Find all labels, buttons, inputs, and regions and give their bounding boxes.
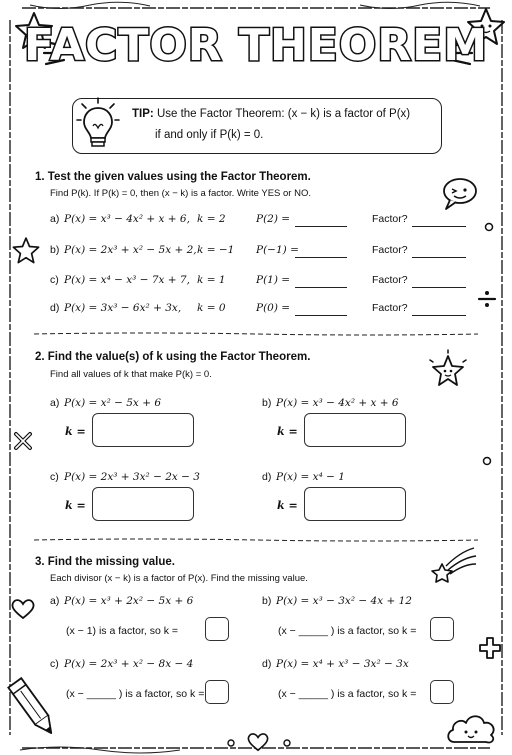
polynomial: P(x) = x⁴ − x³ − 7x + 7,	[64, 274, 190, 286]
k-value: k = 2	[197, 213, 226, 225]
k-value: k = −1	[197, 244, 235, 256]
page-title: FACTOR THEOREM	[24, 20, 488, 71]
circle-doodle	[484, 222, 494, 232]
section-1-subtitle: Find P(k). If P(k) = 0, then (x − k) is a factor. Write YES or NO.	[50, 188, 311, 199]
heart-icon	[246, 732, 270, 752]
answer-box[interactable]	[205, 617, 229, 641]
item-letter: a)	[50, 595, 60, 607]
polynomial: P(x) = x³ − 3x² − 4x + 12	[276, 595, 412, 607]
item-letter: a)	[50, 397, 60, 409]
factor-answer-line[interactable]	[412, 304, 466, 316]
evaluation-answer-line[interactable]	[295, 304, 347, 316]
evaluation-label: P(0) =	[256, 302, 291, 314]
k-label: k =	[65, 425, 86, 438]
item-letter: c)	[50, 471, 59, 483]
factor-prompt: (x − _____ ) is a factor, so k =	[278, 688, 417, 700]
polynomial: P(x) = x³ − 4x² + x + 6,	[64, 213, 190, 225]
item-letter: c)	[50, 658, 59, 670]
answer-box[interactable]	[205, 680, 229, 704]
item-letter: c)	[50, 274, 59, 286]
shooting-star-icon	[428, 544, 478, 584]
wink-speech-bubble-icon	[440, 176, 480, 212]
polynomial: P(x) = x² − 5x + 6	[64, 397, 162, 409]
evaluation-answer-line[interactable]	[295, 215, 347, 227]
k-label: k =	[277, 425, 298, 438]
k-label: k =	[277, 499, 298, 512]
tip-label: TIP:	[132, 108, 154, 120]
polynomial: P(x) = x⁴ + x³ − 3x² − 3x	[276, 658, 409, 670]
item-letter: b)	[50, 244, 60, 256]
circle-doodle	[282, 738, 292, 748]
plus-icon	[478, 636, 502, 660]
section-2-subtitle: Find all values of k that make P(k) = 0.	[50, 369, 212, 380]
tip-line-2: if and only if P(k) = 0.	[155, 129, 264, 141]
k-label: k =	[65, 499, 86, 512]
heart-icon	[10, 598, 36, 620]
answer-box[interactable]	[430, 617, 454, 641]
lightbulb-icon	[76, 96, 120, 154]
factor-label: Factor?	[372, 244, 408, 256]
polynomial: P(x) = 3x³ − 6x² + 3x,	[64, 302, 182, 314]
factor-label: Factor?	[372, 274, 408, 286]
pencil-icon	[4, 672, 66, 746]
tip-line-1: Use the Factor Theorem: (x − k) is a factor of P(x)	[156, 108, 411, 120]
factor-label: Factor?	[372, 302, 408, 314]
section-divider	[34, 332, 478, 336]
answer-box[interactable]	[304, 487, 406, 521]
item-letter: b)	[262, 397, 272, 409]
section-3-subtitle: Each divisor (x − k) is a factor of P(x). Find the missing value.	[50, 573, 308, 584]
factor-answer-line[interactable]	[412, 276, 466, 288]
division-icon	[476, 288, 498, 310]
factor-prompt: (x − 1) is a factor, so k =	[66, 625, 179, 637]
factor-answer-line[interactable]	[412, 215, 466, 227]
section-3-title: 3. Find the missing value.	[35, 556, 175, 568]
x-mark-icon	[12, 430, 34, 452]
polynomial: P(x) = 2x³ + x² − 8x − 4	[64, 658, 194, 670]
section-2-title: 2. Find the value(s) of k using the Factor Theorem.	[35, 351, 311, 363]
answer-box[interactable]	[92, 413, 194, 447]
item-letter: a)	[50, 213, 60, 225]
cloud-icon	[444, 708, 500, 748]
evaluation-label: P(−1) =	[256, 244, 299, 256]
smiling-star-icon	[426, 350, 470, 390]
factor-prompt: (x − _____ ) is a factor, so k =	[66, 688, 205, 700]
evaluation-answer-line[interactable]	[295, 276, 347, 288]
polynomial: P(x) = 2x³ + x² − 5x + 2,	[64, 244, 197, 256]
circle-doodle	[226, 738, 236, 748]
evaluation-answer-line[interactable]	[295, 246, 347, 258]
evaluation-label: P(2) =	[256, 213, 291, 225]
answer-box[interactable]	[304, 413, 406, 447]
item-letter: d)	[50, 302, 60, 314]
evaluation-label: P(1) =	[256, 274, 291, 286]
answer-box[interactable]	[430, 680, 454, 704]
factor-answer-line[interactable]	[412, 246, 466, 258]
item-letter: b)	[262, 595, 272, 607]
star-icon	[12, 236, 40, 264]
factor-prompt: (x − _____ ) is a factor, so k =	[278, 625, 417, 637]
polynomial: P(x) = x⁴ − 1	[276, 471, 345, 483]
answer-box[interactable]	[92, 487, 194, 521]
polynomial: P(x) = x³ − 4x² + x + 6	[276, 397, 399, 409]
section-divider	[34, 538, 478, 542]
section-1-title: 1. Test the given values using the Factor Theorem.	[35, 171, 311, 183]
item-letter: d)	[262, 471, 272, 483]
k-value: k = 1	[197, 274, 226, 286]
item-letter: d)	[262, 658, 272, 670]
circle-doodle	[482, 456, 492, 466]
k-value: k = 0	[197, 302, 226, 314]
factor-label: Factor?	[372, 213, 408, 225]
polynomial: P(x) = 2x³ + 3x² − 2x − 3	[64, 471, 200, 483]
polynomial: P(x) = x³ + 2x² − 5x + 6	[64, 595, 194, 607]
